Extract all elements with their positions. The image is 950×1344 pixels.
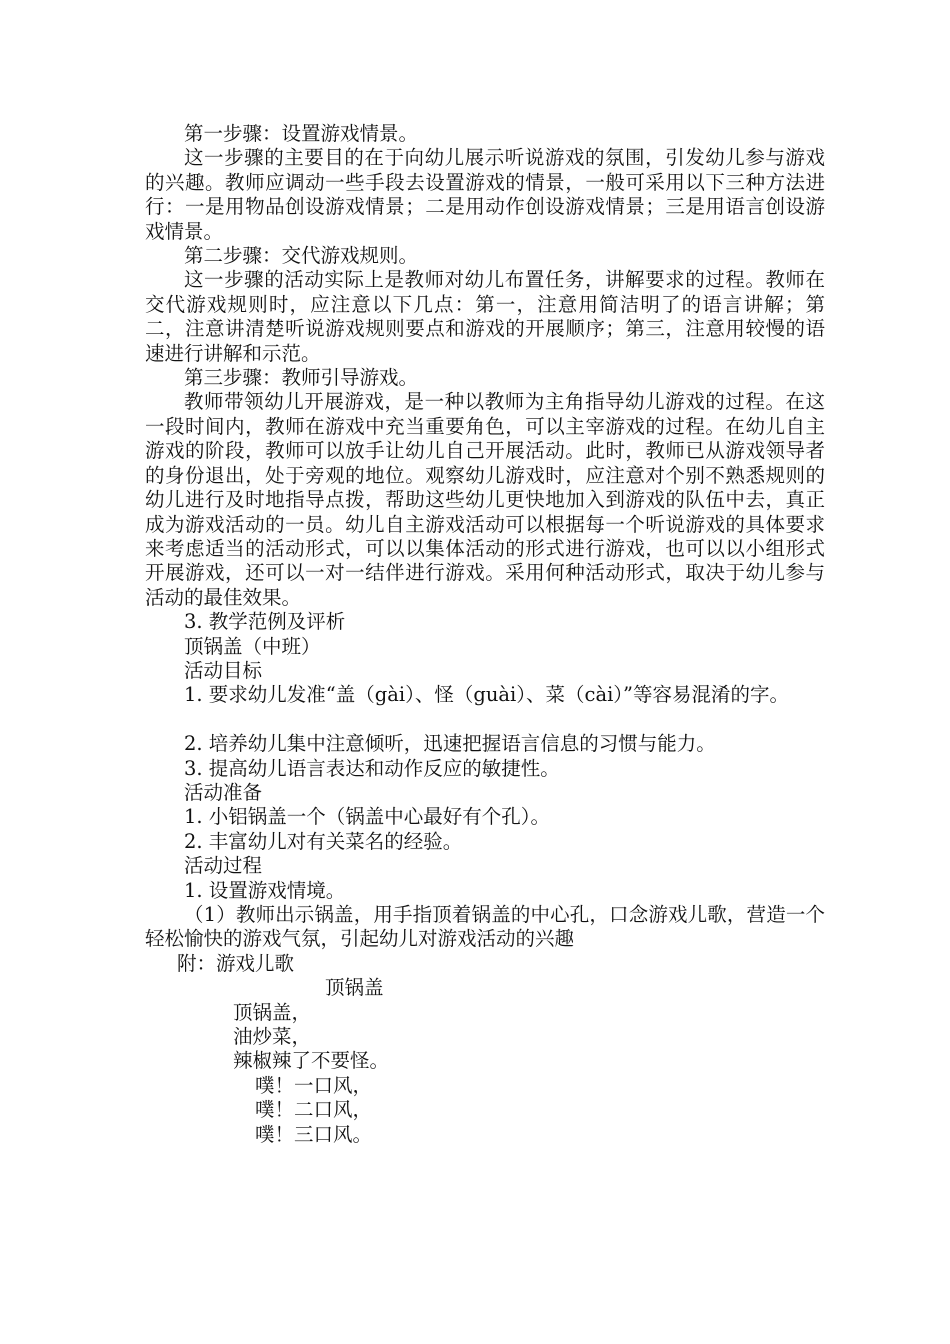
goals-heading: 活动目标 (184, 658, 263, 682)
step-two-heading: 第二步骤：交代游戏规则。 (184, 244, 419, 268)
poem-refrain-line: 噗！一口风， (255, 1073, 373, 1097)
step-one-paragraph: 这一步骤的主要目的在于向幼儿展示听说游戏的氛围，引发幼儿参与游戏的兴趣。教师应调动一些手段去设置游戏的情景，一般可采用以下三种方法进行：一是用物品创设游戏情景；二是用动作创设游戏情景；三是用语言创设游戏情景。 (145, 146, 825, 243)
document-body (145, 122, 825, 1147)
preparation-item-2: 2. 丰富幼儿对有关菜名的经验。 (184, 829, 463, 853)
preparation-heading: 活动准备 (184, 780, 263, 804)
preparation-item-1: 1. 小铝锅盖一个（锅盖中心最好有个孔）。 (184, 805, 551, 829)
process-step-1: 1. 设置游戏情境。 (184, 878, 346, 902)
appendix-label: 附：游戏儿歌 (177, 951, 295, 975)
poem-refrain-line: 噗！二口风， (255, 1098, 373, 1122)
section-heading: 3. 教学范例及评析 (184, 610, 346, 634)
poem-refrain-line: 噗！三口风。 (255, 1122, 373, 1146)
process-heading: 活动过程 (184, 854, 263, 878)
step-three-paragraph: 教师带领幼儿开展游戏，是一种以教师为主角指导幼儿游戏的过程。在这一段时间内，教师在游戏中充当重要角色，可以主宰游戏的过程。在幼儿自主游戏的阶段，教师可以放手让幼儿自己开展活动。此时，教师已从游戏领导者的身份退出，处于旁观的地位。观察幼儿游戏时，应注意对个别不熟悉规则的幼儿进行及时地指导点拨，帮助这些幼儿更快地加入到游戏的队伍中去，真正成为游戏活动的一员。幼儿自主游戏活动可以根据每一个听说游戏的具体要求来考虑适当的活动形式，可以以集体活动的形式进行游戏，也可以以小组形式开展游戏，还可以一对一结伴进行游戏。采用何种活动形式，取决于幼儿参与活动的最佳效果。 (145, 390, 825, 609)
process-substep-1: （1）教师出示锅盖，用手指顶着锅盖的中心孔，口念游戏儿歌，营造一个轻松愉快的游戏气氛，引起幼儿对游戏活动的兴趣 (145, 902, 825, 951)
step-three-heading: 第三步骤：教师引导游戏。 (184, 366, 419, 390)
poem-line: 油炒菜， (233, 1025, 312, 1049)
step-one-heading: 第一步骤：设置游戏情景。 (184, 122, 419, 145)
example-title: 顶锅盖（中班） (184, 634, 321, 658)
goal-item-3: 3. 提高幼儿语言表达和动作反应的敏捷性。 (184, 756, 560, 780)
blank-line (145, 708, 825, 732)
step-two-paragraph: 这一步骤的活动实际上是教师对幼儿布置任务，讲解要求的过程。教师在交代游戏规则时，应注意以下几点：第一，注意用简洁明了的语言讲解；第二，注意讲清楚听说游戏规则要点和游戏的开展顺序；第三，注意用较慢的语速进行讲解和示范。 (145, 268, 825, 365)
goal-item-1: 1. 要求幼儿发准“盖（gài）、怪（guài）、菜（cài）”等容易混淆的字。 (184, 683, 790, 707)
poem-line: 辣椒辣了不要怪。 (233, 1049, 390, 1073)
goal-item-2: 2. 培养幼儿集中注意倾听，迅速把握语言信息的习惯与能力。 (184, 732, 716, 756)
poem-line: 顶锅盖， (233, 1000, 312, 1024)
poem-title: 顶锅盖 (325, 976, 384, 1000)
